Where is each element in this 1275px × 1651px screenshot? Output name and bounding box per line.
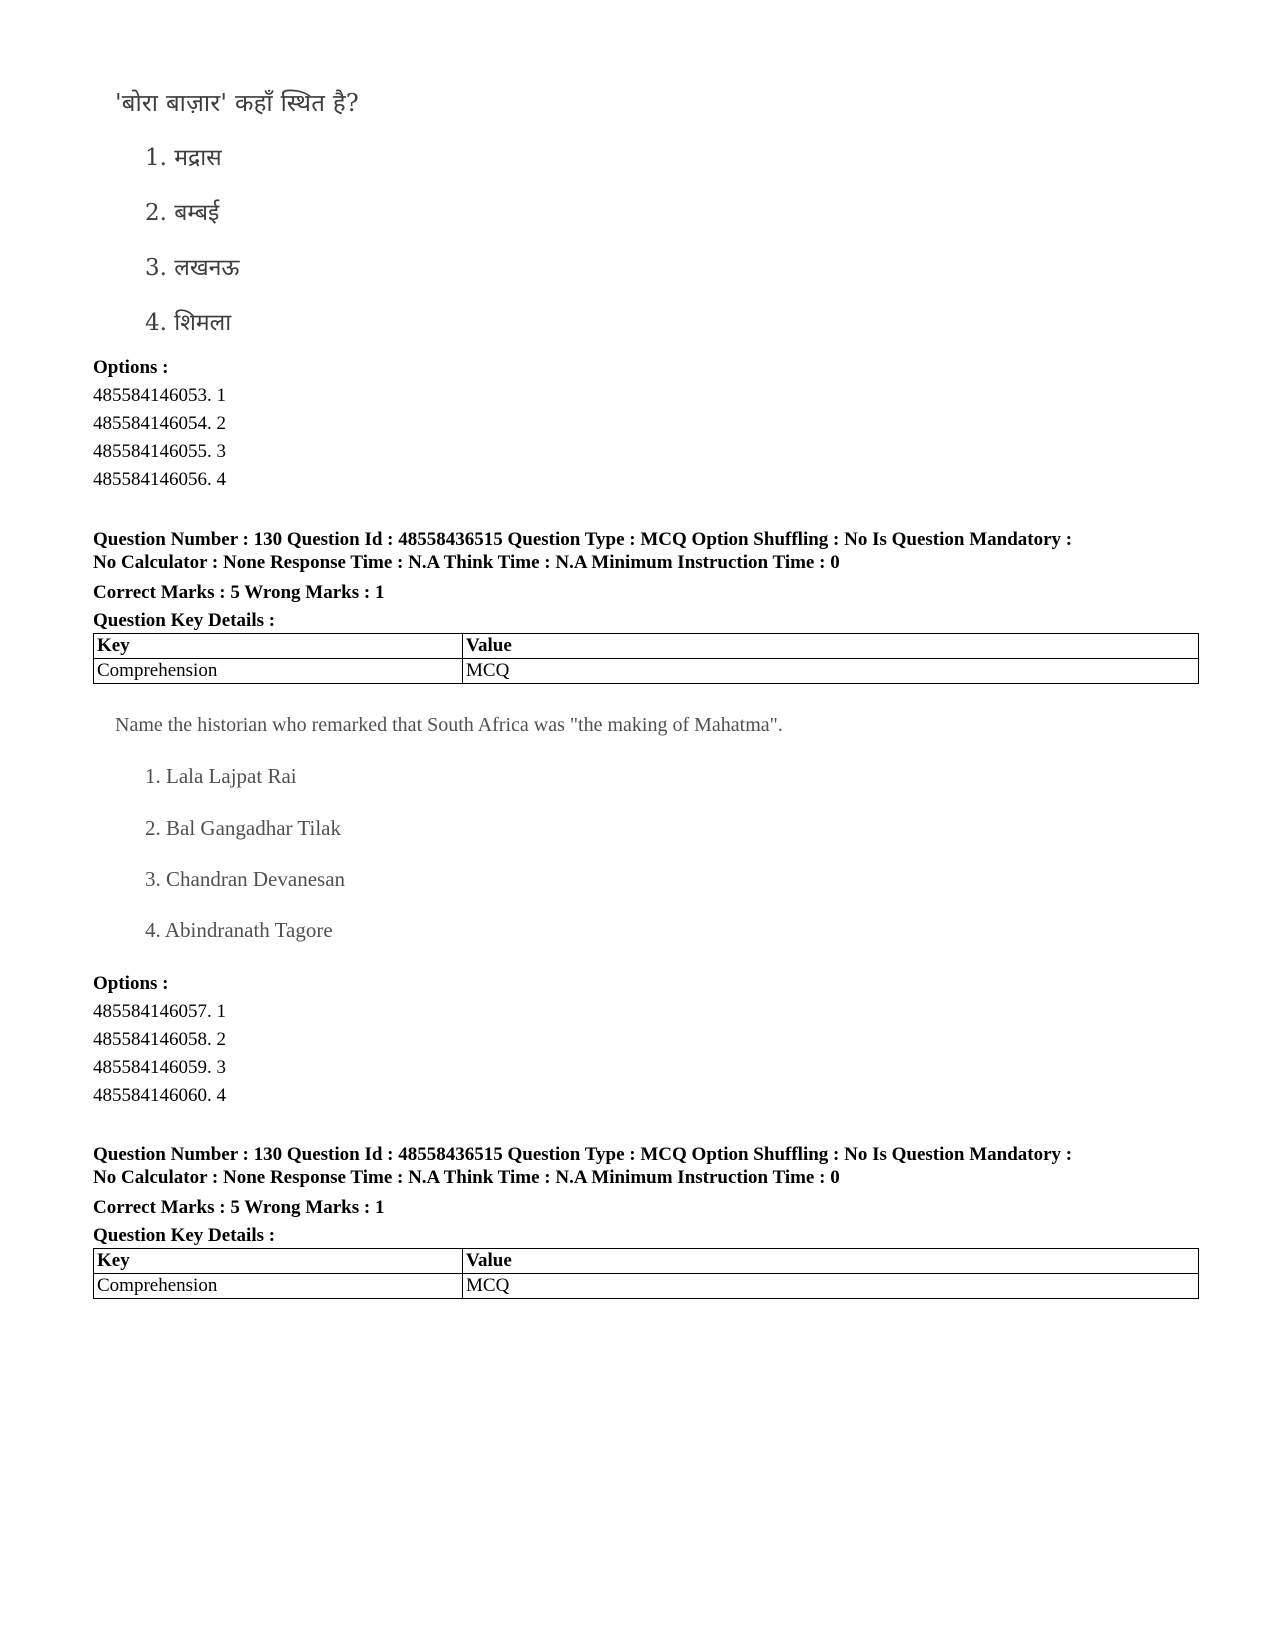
choice-3: 3. Chandran Devanesan [145,867,346,891]
table-header-row [94,634,1199,659]
table-header-value: Value [463,634,1199,659]
key-details-heading: Question Key Details : [93,610,276,631]
question-key-table [93,633,1199,684]
meta-line-2: No Calculator : None Response Time : N.A Think Time : N.A Minimum Instruction Time : 0 [93,552,840,573]
meta-line-1: Question Number : 130 Question Id : 48558436515 Question Type : MCQ Option Shuffling : No Is Question Mandatory : [93,529,1073,550]
question-text: Name the historian who remarked that South Africa was "the making of Mahatma". [115,714,783,736]
table-cell-key: Comprehension [94,1274,463,1299]
table-header-key: Key [94,1249,463,1274]
table-row [94,1274,1199,1299]
table-header-row [94,1249,1199,1274]
choice-3: 3. लखनऊ [145,255,240,281]
table-header-value: Value [463,1249,1199,1274]
table-cell-key: Comprehension [94,659,463,684]
question-image-english [110,710,930,960]
table-cell-value: MCQ [463,659,1199,684]
option-id: 485584146053. 1 [93,385,226,406]
meta-line-1: Question Number : 130 Question Id : 48558436515 Question Type : MCQ Option Shuffling : No Is Question Mandatory : [93,1144,1073,1165]
table-cell-value: MCQ [463,1274,1199,1299]
option-id: 485584146059. 3 [93,1057,226,1078]
choice-1: 1. Lala Lajpat Rai [145,764,297,788]
option-id: 485584146057. 1 [93,1001,226,1022]
options-list [93,970,226,1110]
choice-1: 1. मद्रास [145,145,222,171]
option-id: 485584146058. 2 [93,1029,226,1050]
question-text: 'बोरा बाज़ार' कहाँ स्थित है? [115,89,359,117]
choice-4: 4. Abindranath Tagore [145,918,333,942]
table-header-key: Key [94,634,463,659]
marks-line: Correct Marks : 5 Wrong Marks : 1 [93,1197,385,1218]
options-heading: Options : [93,357,169,378]
question-meta [93,528,1203,635]
question-key-table [93,1248,1199,1299]
marks-line: Correct Marks : 5 Wrong Marks : 1 [93,582,385,603]
choice-4: 4. शिमला [145,310,232,336]
meta-line-2: No Calculator : None Response Time : N.A Think Time : N.A Minimum Instruction Time : 0 [93,1167,840,1188]
option-id: 485584146056. 4 [93,469,226,490]
option-id: 485584146060. 4 [93,1085,226,1106]
options-list [93,354,226,494]
options-heading: Options : [93,973,169,994]
choice-2: 2. बम्बई [145,200,220,226]
option-id: 485584146054. 2 [93,413,226,434]
key-details-heading: Question Key Details : [93,1225,276,1246]
question-meta [93,1143,1203,1250]
option-id: 485584146055. 3 [93,441,226,462]
table-row [94,659,1199,684]
choice-2: 2. Bal Gangadhar Tilak [145,816,341,840]
question-image-hindi [110,80,930,350]
